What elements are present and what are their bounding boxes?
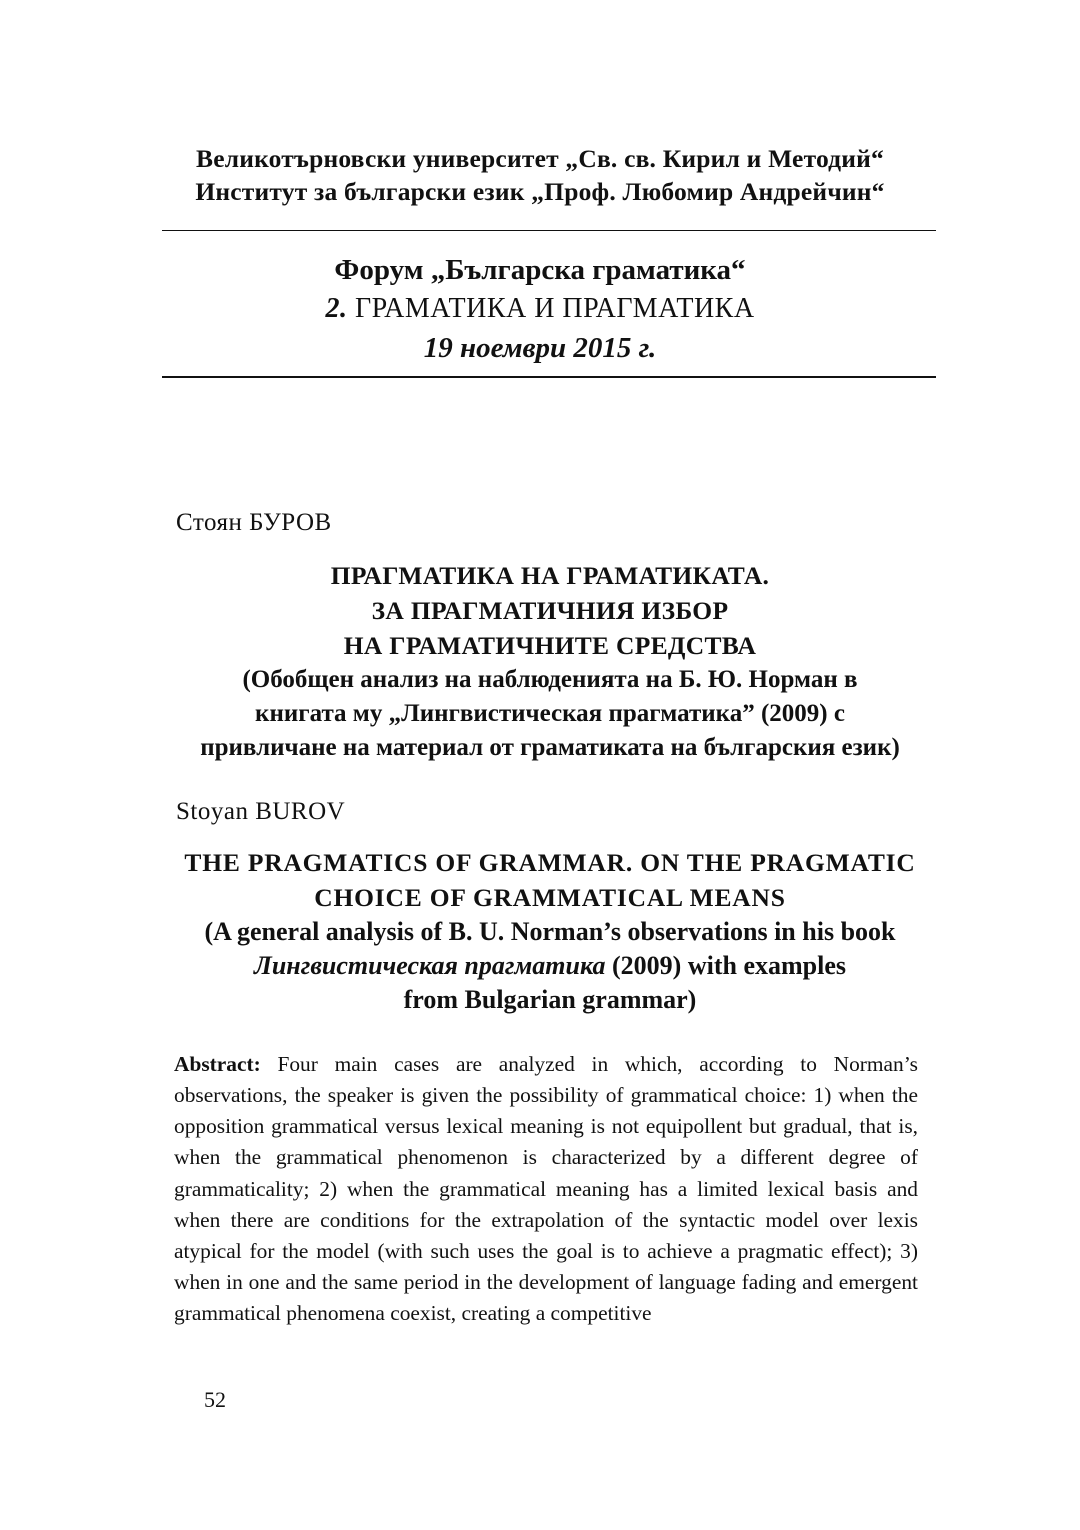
issue-topic: ГРАМАТИКА И ПРАГМАТИКА (347, 293, 755, 324)
abstract-text: Four main cases are analyzed in which, according to Norman’s observations, the speaker is given the possibility of grammatical choice: 1) when the opposition grammatical versus lexical meaning is not equipollent but gradual, that is, when the grammatical phenomenon is characterized by a different degree of grammaticality; 2) when the grammatical meaning has a limited lexical basis and when there are conditions for the extrapolation of the syntactic model over lexis atypical for the model (with such uses the goal is to achieve a pragmatic effect); 3) when in one and the same period in the development of language fading and emergent grammatical phenomena coexist, creating a competitive (174, 1052, 918, 1326)
header-divider-top (162, 230, 936, 231)
article-title-bg (140, 558, 960, 765)
title-line: THE PRAGMATICS OF GRAMMAR. ON THE PRAGMATIC (184, 848, 916, 877)
abstract-label: Abstract: (174, 1052, 261, 1076)
university-name: Великотърновски университет „Св. св. Кирил и Методий“ (195, 144, 885, 173)
header-divider-bottom (162, 376, 936, 378)
forum-issue (0, 290, 1080, 328)
subtitle-line: from Bulgarian grammar) (403, 985, 697, 1014)
forum-title: Форум „Българска граматика“ (334, 254, 746, 286)
subtitle-line: (Обобщен анализ на наблюденията на Б. Ю. Норман в (242, 666, 858, 693)
title-line: ПРАГМАТИКА НА ГРАМАТИКАТА. (330, 561, 770, 590)
forum-date: 19 ноември 2015 г. (423, 332, 657, 364)
institute-name: Институт за български език „Проф. Любомир Андрейчин“ (195, 177, 885, 206)
page-number: 52 (204, 1387, 226, 1412)
author-bg: Стоян БУРОВ (176, 509, 332, 536)
subtitle-line: книгата му „Лингвистическая прагматика” (2009) с (255, 700, 845, 727)
subtitle-line (140, 949, 960, 983)
issue-number: 2. (325, 293, 348, 324)
subtitle-line: привличане на материал от граматиката на българския език) (200, 734, 900, 761)
article-title-en (140, 845, 960, 1017)
title-line: НА ГРАМАТИЧНИТЕ СРЕДСТВА (343, 631, 757, 660)
title-line: ЗА ПРАГМАТИЧНИЯ ИЗБОР (371, 596, 729, 625)
book-title-italic: Лингвистическая прагматика (253, 951, 606, 980)
institution-header (0, 142, 1080, 208)
subtitle-line-rest: (2009) with examples (605, 951, 846, 980)
subtitle-line: (A general analysis of B. U. Norman’s observations in his book (204, 917, 896, 946)
forum-block (0, 250, 1080, 368)
author-en: Stoyan BUROV (176, 798, 346, 825)
title-line: CHOICE OF GRAMMATICAL MEANS (314, 883, 786, 912)
abstract-paragraph (174, 1049, 918, 1329)
